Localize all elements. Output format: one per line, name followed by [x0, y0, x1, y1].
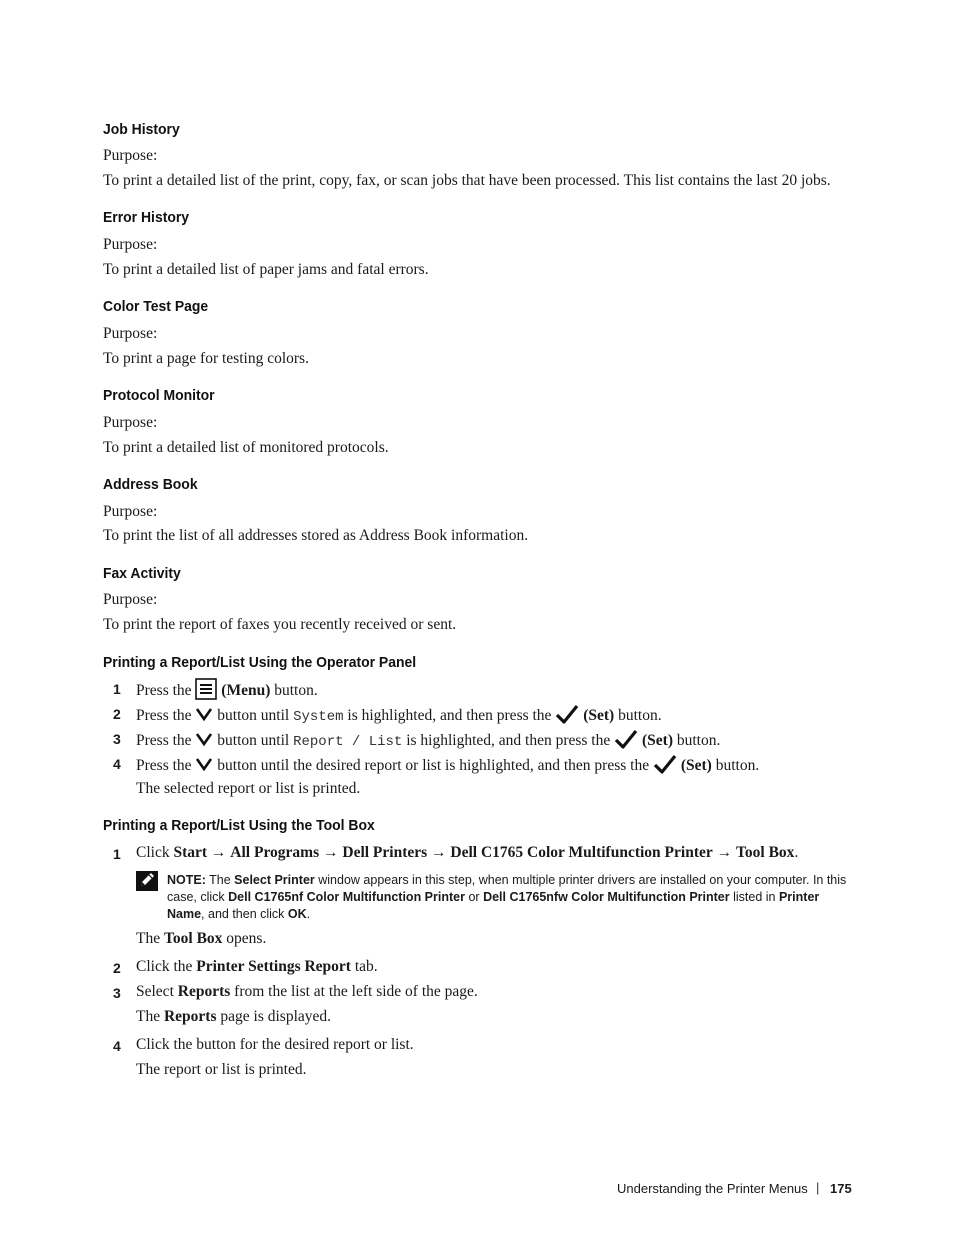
note-text: .	[306, 907, 311, 921]
ui-term: Printer Name	[167, 890, 820, 921]
step-number: 2	[113, 706, 121, 722]
note-label: NOTE:	[167, 873, 206, 887]
purpose-label: Purpose:	[103, 147, 158, 164]
step-text: is highlighted, and then press the	[406, 732, 611, 750]
step-text: button until the desired report or list is highlighted, and then press the	[217, 757, 650, 775]
op-result: The selected report or list is printed.	[136, 780, 361, 797]
heading-color-test-page: Color Test Page	[103, 298, 209, 315]
checkmark-icon	[555, 703, 579, 730]
note-text: window appears in this step, when multiple printer drivers are installed on your computer. In this case, click	[167, 873, 847, 904]
job-history-text: To print a detailed list of the print, copy, fax, or scan jobs that have been processed. This list contains the last 20 jobs.	[103, 172, 831, 189]
step-number: 1	[113, 846, 121, 862]
ui-term: Printer Settings Report	[196, 958, 351, 975]
step-text: Select	[136, 983, 174, 1000]
step-label: (Set)	[642, 732, 673, 750]
note-text: The	[209, 873, 231, 887]
pencil-note-icon	[136, 871, 158, 896]
step-label: (Set)	[583, 707, 615, 725]
step-text: Press the	[136, 757, 192, 775]
note-text: or	[468, 890, 480, 904]
tb-step-3	[136, 983, 478, 1001]
path-item: Dell Printers	[342, 844, 428, 861]
heading-protocol-monitor: Protocol Monitor	[103, 387, 215, 404]
step-text: Press the	[136, 732, 192, 750]
path-arrow: →	[323, 844, 339, 861]
error-history-text: To print a detailed list of paper jams and fatal errors.	[103, 261, 429, 278]
heading-address-book: Address Book	[103, 476, 198, 493]
step-text: from the list at the left side of the page.	[234, 983, 478, 1000]
step-text: button.	[715, 757, 760, 775]
note-block	[167, 872, 857, 923]
ui-term: Select Printer	[234, 873, 315, 887]
heading-error-history: Error History	[103, 209, 190, 226]
ui-term: Reports	[177, 983, 231, 1000]
step-text: button until	[217, 732, 290, 750]
path-arrow: →	[716, 844, 733, 861]
step-text: Press the	[136, 707, 192, 725]
purpose-label: Purpose:	[103, 325, 158, 342]
tb-step-2	[136, 958, 378, 976]
purpose-label: Purpose:	[103, 236, 158, 253]
color-test-page-text: To print a page for testing colors.	[103, 350, 309, 367]
footer-section-title: Understanding the Printer Menus	[617, 1181, 808, 1196]
op-step-4	[136, 753, 759, 780]
path-arrow: →	[210, 844, 227, 861]
ui-term: OK	[287, 907, 307, 921]
step-number: 1	[113, 681, 121, 697]
step-text: button until	[217, 707, 290, 725]
path-item: Dell C1765 Color Multifunction Printer	[450, 844, 713, 861]
down-arrow-icon	[195, 706, 213, 727]
note-text: , and then click	[201, 907, 285, 921]
down-arrow-icon	[195, 731, 213, 752]
checkmark-icon	[614, 728, 638, 755]
step-text: button.	[676, 732, 721, 750]
ui-term: Dell C1765nf Color Multifunction Printer	[228, 890, 465, 904]
menu-icon	[195, 678, 217, 705]
op-step-2	[136, 703, 662, 730]
path-item: Start	[173, 844, 208, 861]
page-number: 175	[830, 1181, 852, 1196]
heading-job-history: Job History	[103, 121, 180, 138]
step-label: (Menu)	[221, 682, 271, 700]
path-item: All Programs	[230, 844, 320, 861]
tb-step-1	[136, 844, 798, 862]
op-step-1	[136, 678, 318, 705]
step-text: button.	[274, 682, 318, 700]
step-number: 4	[113, 1038, 121, 1054]
down-arrow-icon	[195, 756, 213, 777]
purpose-label: Purpose:	[103, 503, 158, 520]
footer-separator: |	[816, 1180, 820, 1195]
fax-activity-text: To print the report of faxes you recently received or sent.	[103, 616, 457, 633]
menu-item-code: System	[293, 709, 344, 726]
step-number: 2	[113, 960, 121, 976]
tool-box-opens	[136, 930, 266, 948]
tb-step-4: Click the button for the desired report or list.	[136, 1036, 414, 1053]
step-text: .	[794, 844, 799, 861]
address-book-text: To print the list of all addresses stored as Address Book information.	[103, 527, 529, 544]
step-number: 3	[113, 731, 121, 747]
ui-term: Tool Box	[163, 930, 223, 947]
step-number: 4	[113, 756, 121, 772]
step-number: 3	[113, 985, 121, 1001]
step-text: The	[136, 930, 161, 947]
menu-item-code: Report / List	[293, 734, 403, 751]
step-text: Press the	[136, 682, 192, 700]
heading-tool-box: Printing a Report/List Using the Tool Box	[103, 817, 375, 834]
op-step-3	[136, 728, 720, 755]
step-text: button.	[618, 707, 662, 725]
step-text: Click	[136, 844, 170, 861]
step-text: tab.	[354, 958, 378, 975]
note-text: listed in	[733, 890, 776, 904]
step-label: (Set)	[680, 757, 712, 775]
tb-result: The report or list is printed.	[136, 1061, 307, 1078]
heading-fax-activity: Fax Activity	[103, 565, 181, 582]
reports-displayed	[136, 1008, 331, 1026]
purpose-label: Purpose:	[103, 591, 158, 608]
heading-operator-panel: Printing a Report/List Using the Operator Panel	[103, 654, 417, 671]
protocol-monitor-text: To print a detailed list of monitored protocols.	[103, 439, 389, 456]
purpose-label: Purpose:	[103, 414, 158, 431]
checkmark-icon	[653, 753, 677, 780]
step-text: is highlighted, and then press the	[347, 707, 552, 725]
path-item: Tool Box	[736, 844, 795, 861]
ui-term: Dell C1765nfw Color Multifunction Printer	[483, 890, 730, 904]
step-text: page is displayed.	[220, 1008, 332, 1025]
ui-term: Reports	[163, 1008, 217, 1025]
step-text: opens.	[226, 930, 267, 947]
step-text: The	[136, 1008, 161, 1025]
step-text: Click the	[136, 958, 193, 975]
path-arrow: →	[431, 844, 447, 861]
